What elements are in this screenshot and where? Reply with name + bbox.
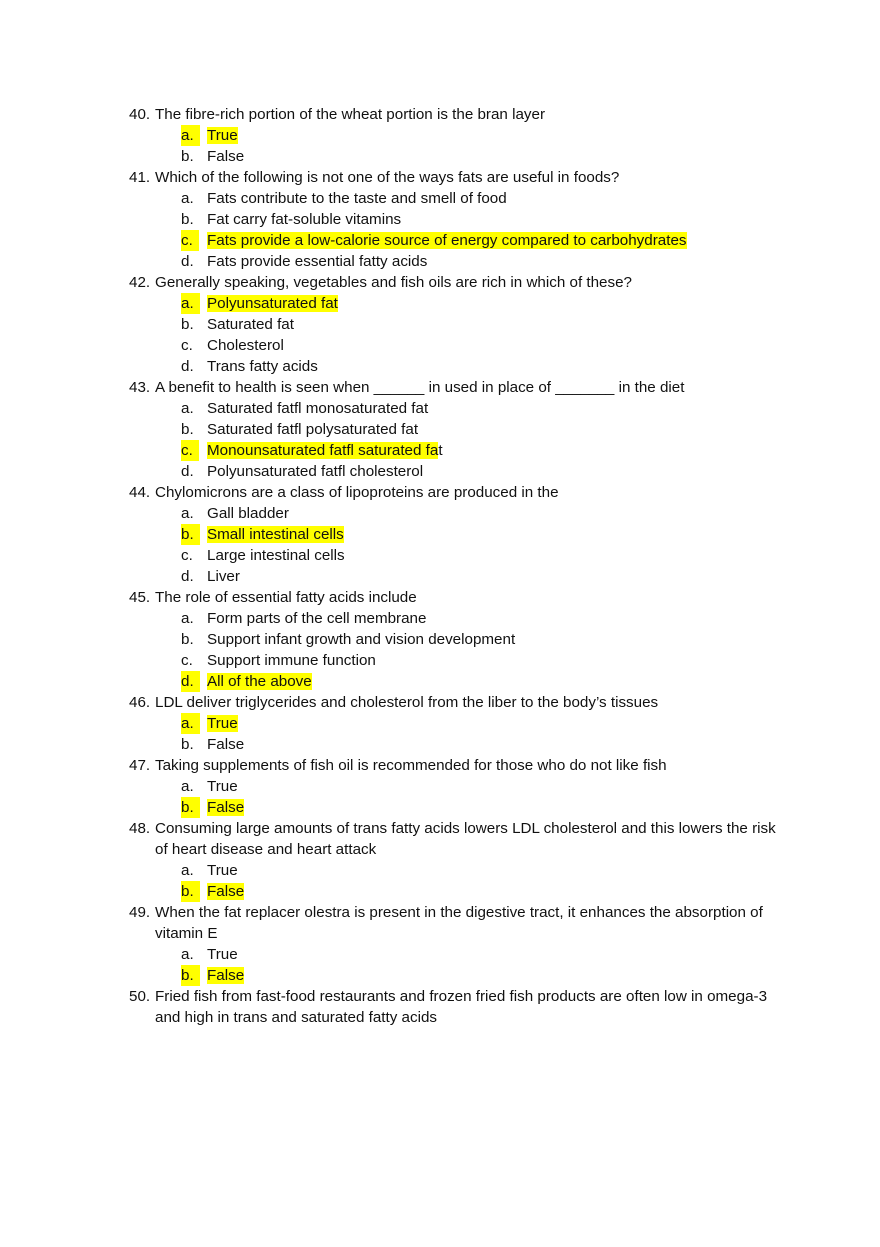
question-block <box>129 755 789 818</box>
option-text: Small intestinal cells <box>207 526 344 543</box>
question-text: Generally speaking, vegetables and fish oils are rich in which of these? <box>155 274 632 291</box>
question-prompt <box>129 377 789 398</box>
answer-option <box>155 944 789 965</box>
answer-option <box>155 671 789 692</box>
answer-highlight <box>207 967 244 984</box>
answer-content <box>207 736 244 753</box>
question-text: When the fat replacer olestra is present in the digestive tract, it enhances the absorption of vitamin E <box>155 904 763 942</box>
option-letter: b. <box>181 524 200 545</box>
question-prompt <box>129 755 789 776</box>
option-text: Trans fatty acids <box>207 358 318 375</box>
option-letter: b. <box>181 797 200 818</box>
option-list <box>155 713 789 755</box>
option-text: True <box>207 127 238 144</box>
question-text: Chylomicrons are a class of lipoproteins are produced in the <box>155 484 559 501</box>
answer-content <box>207 946 238 963</box>
question-block <box>129 272 789 377</box>
option-list <box>155 776 789 818</box>
question-text: The fibre-rich portion of the wheat portion is the bran layer <box>155 106 546 123</box>
question-prompt <box>129 986 789 1028</box>
question-prompt <box>129 818 789 860</box>
option-list <box>155 860 789 902</box>
answer-option <box>155 503 789 524</box>
option-letter: d. <box>181 253 194 270</box>
answer-option <box>155 965 789 986</box>
option-letter: a. <box>181 610 194 627</box>
question-number: 42. <box>129 274 151 291</box>
option-text: True <box>207 862 238 879</box>
option-letter: b. <box>181 211 194 228</box>
question-block <box>129 986 789 1028</box>
answer-highlight <box>207 673 312 690</box>
option-text: Fats provide a low-calorie source of energy compared to carbohydrates <box>207 232 687 249</box>
answer-option <box>155 608 789 629</box>
question-text: Consuming large amounts of trans fatty acids lowers LDL cholesterol and this lowers the risk of heart disease and heart attack <box>155 820 776 858</box>
answer-option <box>155 797 789 818</box>
question-text: Which of the following is not one of the ways fats are useful in foods? <box>155 169 620 186</box>
option-letter: b. <box>181 316 194 333</box>
option-text: Form parts of the cell membrane <box>207 610 427 627</box>
option-list <box>155 125 789 167</box>
answer-option <box>155 524 789 545</box>
answer-content <box>207 421 418 438</box>
answer-option <box>155 650 789 671</box>
option-text: Cholesterol <box>207 337 284 354</box>
option-letter: c. <box>181 652 193 669</box>
question-block <box>129 818 789 902</box>
option-letter: a. <box>181 400 194 417</box>
option-text: Monounsaturated fatfl saturated fa <box>207 442 439 459</box>
question-number: 40. <box>129 106 151 123</box>
answer-content <box>207 253 427 270</box>
option-text: False <box>207 148 245 165</box>
option-letter: a. <box>181 713 200 734</box>
answer-content <box>207 337 284 354</box>
option-list <box>155 188 789 272</box>
answer-option <box>155 188 789 209</box>
option-letter: a. <box>181 862 194 879</box>
answer-option <box>155 566 789 587</box>
answer-highlight <box>207 526 344 543</box>
answer-content <box>207 547 345 564</box>
answer-highlight <box>207 295 338 312</box>
option-letter: d. <box>181 358 194 375</box>
answer-option <box>155 629 789 650</box>
option-letter: a. <box>181 190 194 207</box>
question-text: LDL deliver triglycerides and cholesterol from the liber to the body’s tissues <box>155 694 659 711</box>
option-letter: c. <box>181 337 193 354</box>
question-number: 47. <box>129 757 151 774</box>
answer-option <box>155 881 789 902</box>
option-text: True <box>207 715 238 732</box>
option-letter: c. <box>181 547 193 564</box>
option-letter: b. <box>181 148 194 165</box>
option-letter: b. <box>181 965 200 986</box>
option-letter: b. <box>181 881 200 902</box>
option-list <box>155 503 789 587</box>
option-letter: a. <box>181 946 194 963</box>
question-text: The role of essential fatty acids include <box>155 589 417 606</box>
option-text-tail: t <box>438 442 443 459</box>
question-block <box>129 104 789 167</box>
question-text: Fried fish from fast-food restaurants and frozen fried fish products are often low in omega-3 and high in trans and saturated fatty acids <box>155 988 768 1026</box>
answer-option <box>155 146 789 167</box>
answer-content <box>207 148 244 165</box>
option-text: Saturated fatfl polysaturated fat <box>207 421 419 438</box>
question-block <box>129 902 789 986</box>
option-text: False <box>207 736 245 753</box>
answer-content <box>207 211 401 228</box>
answer-highlight <box>207 715 238 732</box>
answer-option <box>155 440 789 461</box>
question-block <box>129 587 789 692</box>
answer-option <box>155 398 789 419</box>
option-list <box>155 398 789 482</box>
option-text: True <box>207 946 238 963</box>
option-text: All of the above <box>207 673 312 690</box>
question-prompt <box>129 902 789 944</box>
answer-content <box>207 568 240 585</box>
option-letter: b. <box>181 631 194 648</box>
answer-content <box>207 505 289 522</box>
answer-option <box>155 776 789 797</box>
answer-highlight <box>207 883 244 900</box>
question-number: 45. <box>129 589 151 606</box>
question-list <box>129 104 789 1028</box>
option-text: Saturated fatfl monosaturated fat <box>207 400 429 417</box>
answer-content <box>207 631 515 648</box>
option-text: Large intestinal cells <box>207 547 345 564</box>
answer-highlight <box>207 127 238 144</box>
option-letter: d. <box>181 568 194 585</box>
question-prompt <box>129 587 789 608</box>
question-number: 41. <box>129 169 151 186</box>
question-prompt <box>129 104 789 125</box>
question-text: Taking supplements of fish oil is recommended for those who do not like fish <box>155 757 667 774</box>
answer-content <box>207 400 428 417</box>
question-number: 44. <box>129 484 151 501</box>
option-text: Polyunsaturated fatfl cholesterol <box>207 463 424 480</box>
question-number: 46. <box>129 694 151 711</box>
option-text: Fat carry fat-soluble vitamins <box>207 211 402 228</box>
option-letter: c. <box>181 440 199 461</box>
answer-content <box>207 778 238 795</box>
answer-option <box>155 545 789 566</box>
option-text: False <box>207 799 245 816</box>
answer-option <box>155 461 789 482</box>
question-number: 50. <box>129 988 151 1005</box>
answer-highlight <box>207 799 244 816</box>
answer-option <box>155 419 789 440</box>
option-text: False <box>207 967 245 984</box>
answer-option <box>155 230 789 251</box>
answer-content <box>207 862 238 879</box>
option-letter: b. <box>181 421 194 438</box>
question-text: A benefit to health is seen when ______ in used in place of _______ in the diet <box>155 379 685 396</box>
question-prompt <box>129 272 789 293</box>
question-prompt <box>129 482 789 503</box>
answer-option <box>155 734 789 755</box>
answer-content <box>207 610 426 627</box>
option-text: Liver <box>207 568 240 585</box>
option-letter: b. <box>181 736 194 753</box>
option-letter: a. <box>181 778 194 795</box>
answer-content <box>207 190 507 207</box>
answer-content <box>207 358 318 375</box>
option-text: Fats provide essential fatty acids <box>207 253 428 270</box>
option-text: Fats contribute to the taste and smell of food <box>207 190 507 207</box>
option-letter: a. <box>181 125 200 146</box>
question-prompt <box>129 167 789 188</box>
question-prompt <box>129 692 789 713</box>
question-block <box>129 167 789 272</box>
answer-content <box>207 652 376 669</box>
answer-option <box>155 860 789 881</box>
question-number: 49. <box>129 904 151 921</box>
option-letter: a. <box>181 293 200 314</box>
answer-option <box>155 356 789 377</box>
option-list <box>155 944 789 986</box>
answer-option <box>155 293 789 314</box>
option-list <box>155 293 789 377</box>
question-block <box>129 692 789 755</box>
answer-option <box>155 713 789 734</box>
question-number: 43. <box>129 379 151 396</box>
option-letter: d. <box>181 463 194 480</box>
option-text: Support infant growth and vision development <box>207 631 516 648</box>
question-number: 48. <box>129 820 151 837</box>
option-text: False <box>207 883 245 900</box>
answer-option <box>155 125 789 146</box>
answer-option <box>155 251 789 272</box>
answer-highlight <box>207 232 687 249</box>
option-letter: c. <box>181 230 199 251</box>
option-letter: a. <box>181 505 194 522</box>
answer-highlight <box>207 442 438 459</box>
answer-content <box>207 463 423 480</box>
answer-content <box>207 316 294 333</box>
option-text: Saturated fat <box>207 316 294 333</box>
option-text: Gall bladder <box>207 505 289 522</box>
question-block <box>129 482 789 587</box>
option-letter: d. <box>181 671 200 692</box>
answer-option <box>155 314 789 335</box>
option-text: Support immune function <box>207 652 376 669</box>
question-block <box>129 377 789 482</box>
answer-option <box>155 335 789 356</box>
option-list <box>155 608 789 692</box>
answer-option <box>155 209 789 230</box>
option-text: True <box>207 778 238 795</box>
option-text: Polyunsaturated fat <box>207 295 338 312</box>
